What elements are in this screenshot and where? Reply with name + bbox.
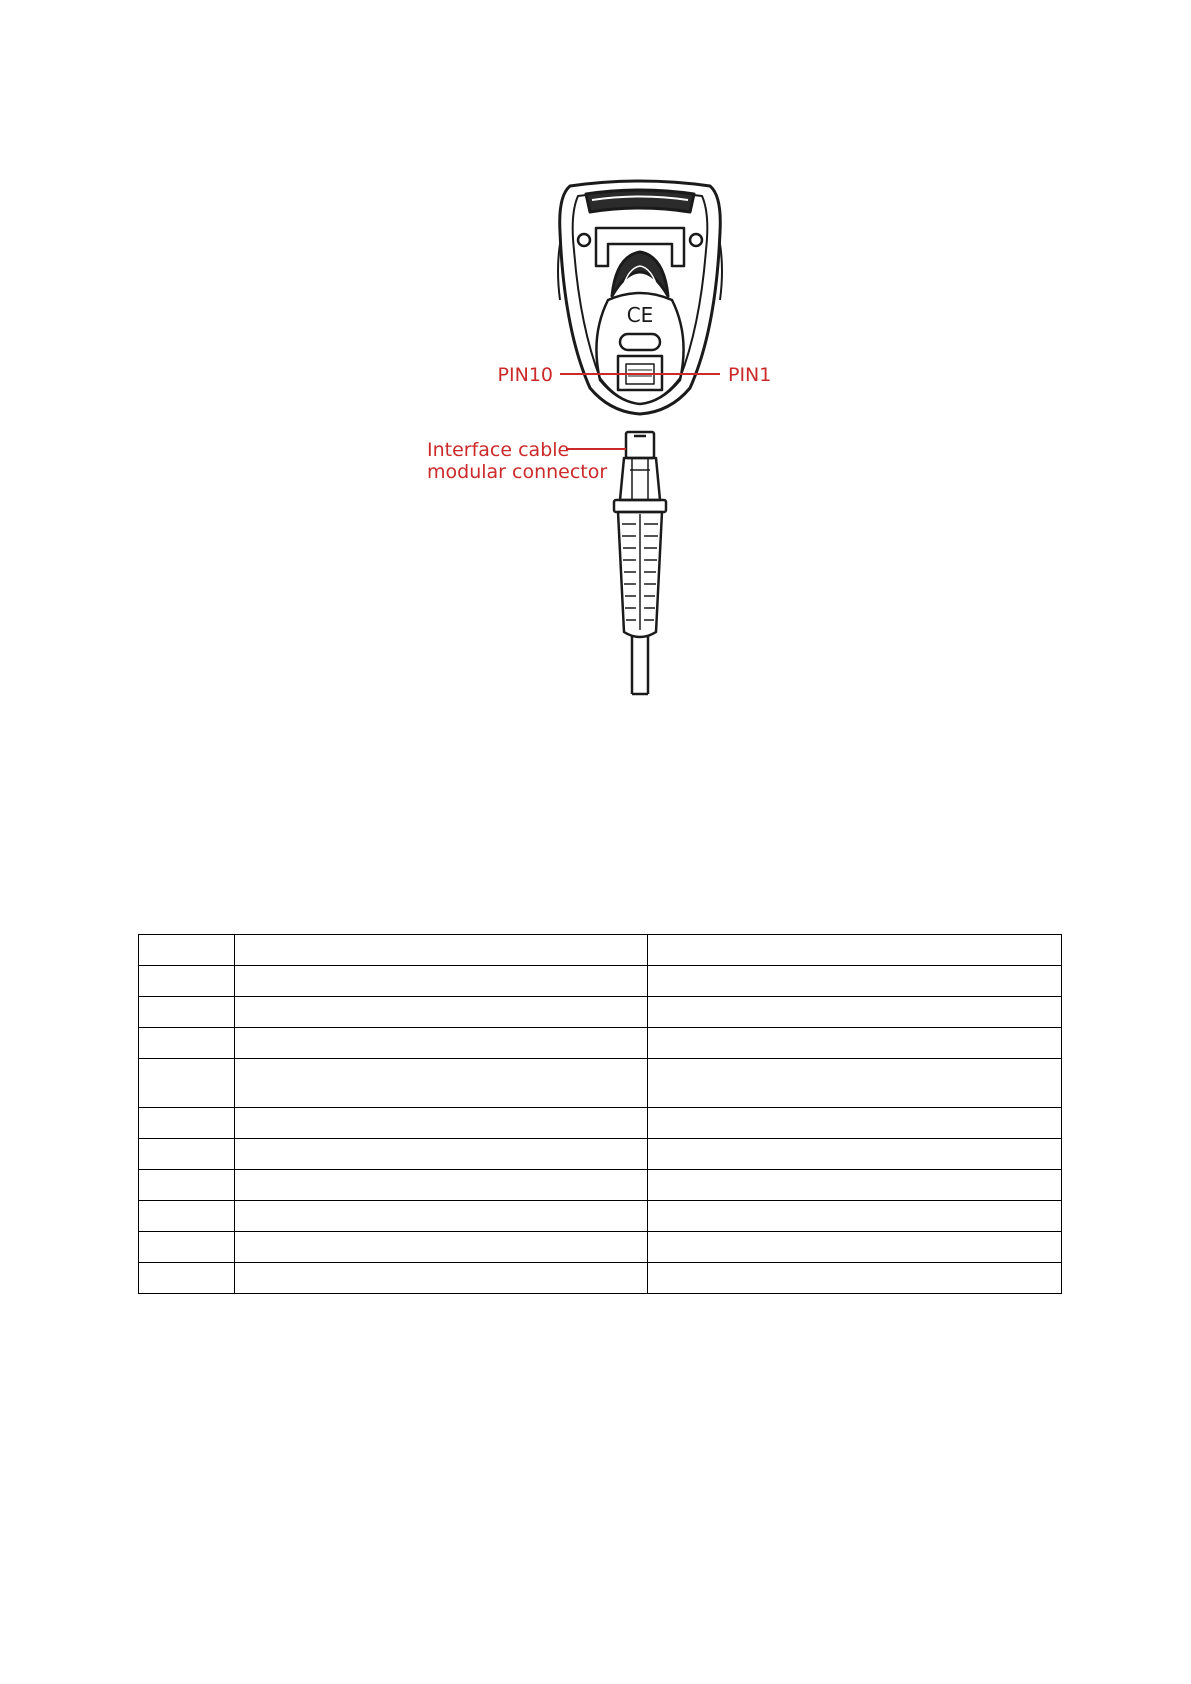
table-cell (235, 966, 648, 997)
scanner-connector-figure (0, 0, 1191, 720)
table-row (139, 935, 1062, 966)
table-row (139, 1108, 1062, 1139)
table-cell (139, 935, 235, 966)
table-row (139, 1170, 1062, 1201)
table-cell (139, 1263, 235, 1294)
table-cell (648, 1170, 1062, 1201)
cable-label-line1: Interface cable (427, 439, 570, 461)
table-cell (235, 1028, 648, 1059)
table-cell (139, 1232, 235, 1263)
pin-callouts (498, 364, 772, 386)
table-row (139, 1201, 1062, 1232)
table-cell (648, 997, 1062, 1028)
pin-assignment-table (138, 934, 1062, 1294)
table-cell (235, 1263, 648, 1294)
cable-label-line2: modular connector (427, 461, 608, 483)
table-row (139, 1263, 1062, 1294)
table-cell (139, 1028, 235, 1059)
table-cell (139, 1170, 235, 1201)
pin10-label: PIN10 (497, 364, 553, 386)
ce-mark-icon: CE (626, 303, 654, 327)
table-cell (235, 1139, 648, 1170)
table-row (139, 1059, 1062, 1108)
table-cell (139, 1059, 235, 1108)
table-cell (139, 1108, 235, 1139)
table-cell (648, 1232, 1062, 1263)
table-cell (139, 966, 235, 997)
table-row (139, 1232, 1062, 1263)
table-cell (648, 1263, 1062, 1294)
table-row (139, 966, 1062, 997)
table-cell (648, 1201, 1062, 1232)
table-cell (648, 935, 1062, 966)
table-cell (139, 997, 235, 1028)
modular-connector-icon (614, 432, 666, 694)
table-cell (235, 1059, 648, 1108)
table-row (139, 1028, 1062, 1059)
table-row (139, 997, 1062, 1028)
table-cell (235, 1201, 648, 1232)
table-row (139, 1139, 1062, 1170)
cable-callout (427, 439, 626, 483)
table-cell (235, 997, 648, 1028)
table-cell (139, 1201, 235, 1232)
table-cell (139, 1139, 235, 1170)
table-cell (648, 1139, 1062, 1170)
table-cell (648, 1028, 1062, 1059)
table-cell (235, 1108, 648, 1139)
table-cell (648, 1059, 1062, 1108)
table-cell (648, 1108, 1062, 1139)
barcode-scanner-icon (558, 181, 722, 414)
table-cell (235, 1170, 648, 1201)
pin1-label: PIN1 (728, 364, 772, 386)
table-cell (235, 935, 648, 966)
table-cell (235, 1232, 648, 1263)
table-cell (648, 966, 1062, 997)
